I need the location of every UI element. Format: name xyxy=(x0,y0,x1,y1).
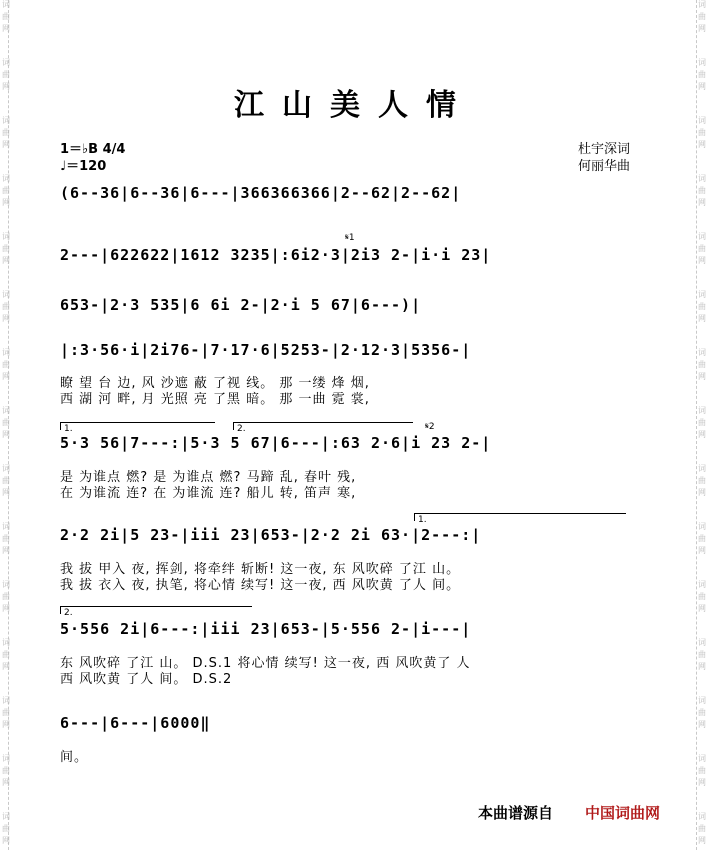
composer-credit: 何丽华曲 xyxy=(578,159,631,174)
watermark-glyph: 曲 xyxy=(2,708,10,717)
footer-source-text: 本曲谱源自 xyxy=(478,804,554,822)
watermark-glyph: 曲 xyxy=(2,476,10,485)
watermark-glyph: 网 xyxy=(698,82,706,91)
score-row-7: 5·556 2i|6---:|iii 23|653-|5·556 2-|i---| xyxy=(60,620,472,638)
volta-2-tick-row-7 xyxy=(60,606,61,614)
watermark-glyph: 曲 xyxy=(698,418,706,427)
watermark-glyph: 词 xyxy=(2,406,10,415)
watermark-glyph: 网 xyxy=(2,778,10,787)
score-row-2: 2---|622622|1612 3235|:6i2·3|2i3 2-|i·i 23| xyxy=(60,246,492,264)
watermark-glyph: 网 xyxy=(698,720,706,729)
watermark-glyph: 词 xyxy=(698,348,706,357)
key-signature: 1＝♭B 4/4 xyxy=(60,142,126,157)
volta-1-bracket xyxy=(60,422,215,423)
watermark-glyph: 网 xyxy=(2,24,10,33)
watermark-glyph: 网 xyxy=(698,488,706,497)
footer-site-link[interactable]: 中国词曲网 xyxy=(585,804,661,822)
watermark-glyph: 曲 xyxy=(698,766,706,775)
watermark-glyph: 词 xyxy=(2,580,10,589)
lyric-row-7-verse-1: 东 风吹碎 了江 山。 D.S.1 将心情 续写! 这一夜, 西 风吹黄了 人 xyxy=(60,656,471,671)
watermark-glyph: 曲 xyxy=(2,302,10,311)
watermark-glyph: 词 xyxy=(698,522,706,531)
volta-2-label: 2. xyxy=(237,424,246,434)
watermark-glyph: 词 xyxy=(698,754,706,763)
watermark-glyph: 网 xyxy=(2,488,10,497)
volta-2-bracket xyxy=(233,422,413,423)
watermark-glyph: 网 xyxy=(698,314,706,323)
footer-site[interactable] xyxy=(585,802,660,823)
watermark-glyph: 词 xyxy=(698,696,706,705)
watermark-glyph: 词 xyxy=(2,0,10,9)
watermark-glyph: 网 xyxy=(2,836,10,845)
watermark-glyph: 曲 xyxy=(698,128,706,137)
volta-1-tick-row-6 xyxy=(414,513,415,521)
watermark-glyph: 网 xyxy=(2,604,10,613)
watermark-glyph: 网 xyxy=(2,720,10,729)
watermark-glyph: 词 xyxy=(2,232,10,241)
watermark-glyph: 词 xyxy=(698,464,706,473)
watermark-glyph: 网 xyxy=(2,662,10,671)
watermark-glyph: 曲 xyxy=(2,418,10,427)
watermark-glyph: 网 xyxy=(2,82,10,91)
watermark-glyph: 曲 xyxy=(698,244,706,253)
score-row-3: 653-|2·3 535|6 6i 2-|2·i 5 67|6---)| xyxy=(60,296,422,314)
watermark-glyph: 网 xyxy=(698,256,706,265)
lyric-row-6-verse-2: 我 拔 衣入 夜, 执笔, 将心情 续写! 这一夜, 西 风吹黄 了人 间。 xyxy=(60,578,461,593)
watermark-glyph: 曲 xyxy=(698,186,706,195)
segno-2: 𝄋2 xyxy=(425,422,435,432)
watermark-glyph: 曲 xyxy=(2,360,10,369)
watermark-glyph: 词 xyxy=(2,348,10,357)
watermark-glyph: 曲 xyxy=(698,360,706,369)
watermark-glyph: 词 xyxy=(2,464,10,473)
lyric-row-5-verse-2: 在 为谁流 连? 在 为谁流 连? 船儿 转, 笛声 寒, xyxy=(60,486,357,501)
watermark-glyph: 曲 xyxy=(698,650,706,659)
watermark-glyph: 网 xyxy=(2,372,10,381)
volta-1-bracket-row-6 xyxy=(414,513,626,514)
watermark-glyph: 词 xyxy=(698,812,706,821)
lyric-row-4-verse-2: 西 湖 河 畔, 月 光照 亮 了黑 暗。 那 一曲 霓 裳, xyxy=(60,392,370,407)
watermark-glyph: 词 xyxy=(2,522,10,531)
watermark-glyph: 词 xyxy=(698,290,706,299)
watermark-glyph: 词 xyxy=(698,232,706,241)
watermark-glyph: 网 xyxy=(698,546,706,555)
watermark-glyph: 网 xyxy=(698,778,706,787)
volta-2-bracket-row-7 xyxy=(60,606,252,607)
segno-1: 𝄋1 xyxy=(345,233,355,243)
watermark-glyph: 网 xyxy=(698,24,706,33)
watermark-glyph: 词 xyxy=(698,406,706,415)
lyric-row-7-verse-2: 西 风吹黄 了人 间。 D.S.2 xyxy=(60,672,233,687)
watermark-glyph: 词 xyxy=(2,290,10,299)
volta-2-label-row-7: 2. xyxy=(64,608,73,618)
volta-1-tick xyxy=(60,422,61,430)
watermark-glyph: 词 xyxy=(2,754,10,763)
watermark-glyph: 词 xyxy=(2,174,10,183)
watermark-glyph: 曲 xyxy=(698,708,706,717)
watermark-glyph: 网 xyxy=(2,256,10,265)
watermark-glyph: 词 xyxy=(2,812,10,821)
footer-source xyxy=(478,802,553,823)
watermark-glyph: 曲 xyxy=(2,534,10,543)
watermark-glyph: 词 xyxy=(2,638,10,647)
watermark-glyph: 词 xyxy=(698,0,706,9)
watermark-glyph: 词 xyxy=(2,58,10,67)
score-row-8: 6---|6---|6000‖ xyxy=(60,714,211,732)
watermark-glyph: 曲 xyxy=(698,302,706,311)
score-row-4: |:3·56·i|2i76-|7·17·6|5253-|2·12·3|5356-| xyxy=(60,341,472,359)
watermark-glyph: 网 xyxy=(2,198,10,207)
watermark-glyph: 网 xyxy=(698,836,706,845)
watermark-glyph: 网 xyxy=(2,314,10,323)
volta-2-tick xyxy=(233,422,234,430)
watermark-glyph: 网 xyxy=(698,140,706,149)
watermark-glyph: 网 xyxy=(698,430,706,439)
watermark-glyph: 曲 xyxy=(2,128,10,137)
lyric-row-5-verse-1: 是 为谁点 燃? 是 为谁点 燃? 马蹄 乱, 春叶 残, xyxy=(60,470,357,485)
watermark-glyph: 网 xyxy=(2,430,10,439)
lyricist-credit: 杜宇深词 xyxy=(578,142,631,157)
watermark-glyph: 网 xyxy=(698,604,706,613)
watermark-glyph: 曲 xyxy=(2,766,10,775)
watermark-glyph: 曲 xyxy=(698,70,706,79)
watermark-glyph: 曲 xyxy=(2,70,10,79)
score-row-1: (6--36|6--36|6---|366366366|2--62|2--62| xyxy=(60,184,462,202)
score-row-6: 2·2 2i|5 23-|iii 23|653-|2·2 2i 63·|2---:| xyxy=(60,526,482,544)
watermark-glyph: 词 xyxy=(698,174,706,183)
watermark-glyph: 词 xyxy=(698,638,706,647)
watermark-glyph: 曲 xyxy=(2,244,10,253)
score-row-5: 5·3 56|7---:|5·3 5 67|6---|:63 2·6|i 23 2-| xyxy=(60,434,492,452)
watermark-glyph: 曲 xyxy=(2,592,10,601)
watermark-glyph: 词 xyxy=(698,580,706,589)
lyric-row-4-verse-1: 瞭 望 台 边, 风 沙遮 蔽 了视 线。 那 一缕 烽 烟, xyxy=(60,376,370,391)
song-title: 江山美人情 xyxy=(234,88,474,123)
watermark-glyph: 词 xyxy=(2,696,10,705)
watermark-glyph: 词 xyxy=(698,116,706,125)
watermark-glyph: 曲 xyxy=(698,592,706,601)
watermark-glyph: 曲 xyxy=(698,534,706,543)
watermark-glyph: 曲 xyxy=(2,12,10,21)
watermark-glyph: 曲 xyxy=(698,12,706,21)
lyric-row-8-verse-1: 间。 xyxy=(60,750,89,765)
watermark-glyph: 曲 xyxy=(2,186,10,195)
watermark-glyph: 曲 xyxy=(2,824,10,833)
watermark-glyph: 曲 xyxy=(698,476,706,485)
lyric-row-6-verse-1: 我 拔 甲入 夜, 挥剑, 将牵绊 斩断! 这一夜, 东 风吹碎 了江 山。 xyxy=(60,562,461,577)
watermark-glyph: 词 xyxy=(698,58,706,67)
watermark-glyph: 网 xyxy=(698,372,706,381)
watermark-glyph: 网 xyxy=(2,546,10,555)
volta-1-label-row-6: 1. xyxy=(418,515,427,525)
watermark-glyph: 网 xyxy=(698,662,706,671)
watermark-glyph: 词 xyxy=(2,116,10,125)
watermark-glyph: 网 xyxy=(698,198,706,207)
tempo-marking: ♩＝120 xyxy=(60,159,107,174)
watermark-glyph: 曲 xyxy=(2,650,10,659)
watermark-glyph: 网 xyxy=(2,140,10,149)
volta-1-label: 1. xyxy=(64,424,73,434)
watermark-glyph: 曲 xyxy=(698,824,706,833)
